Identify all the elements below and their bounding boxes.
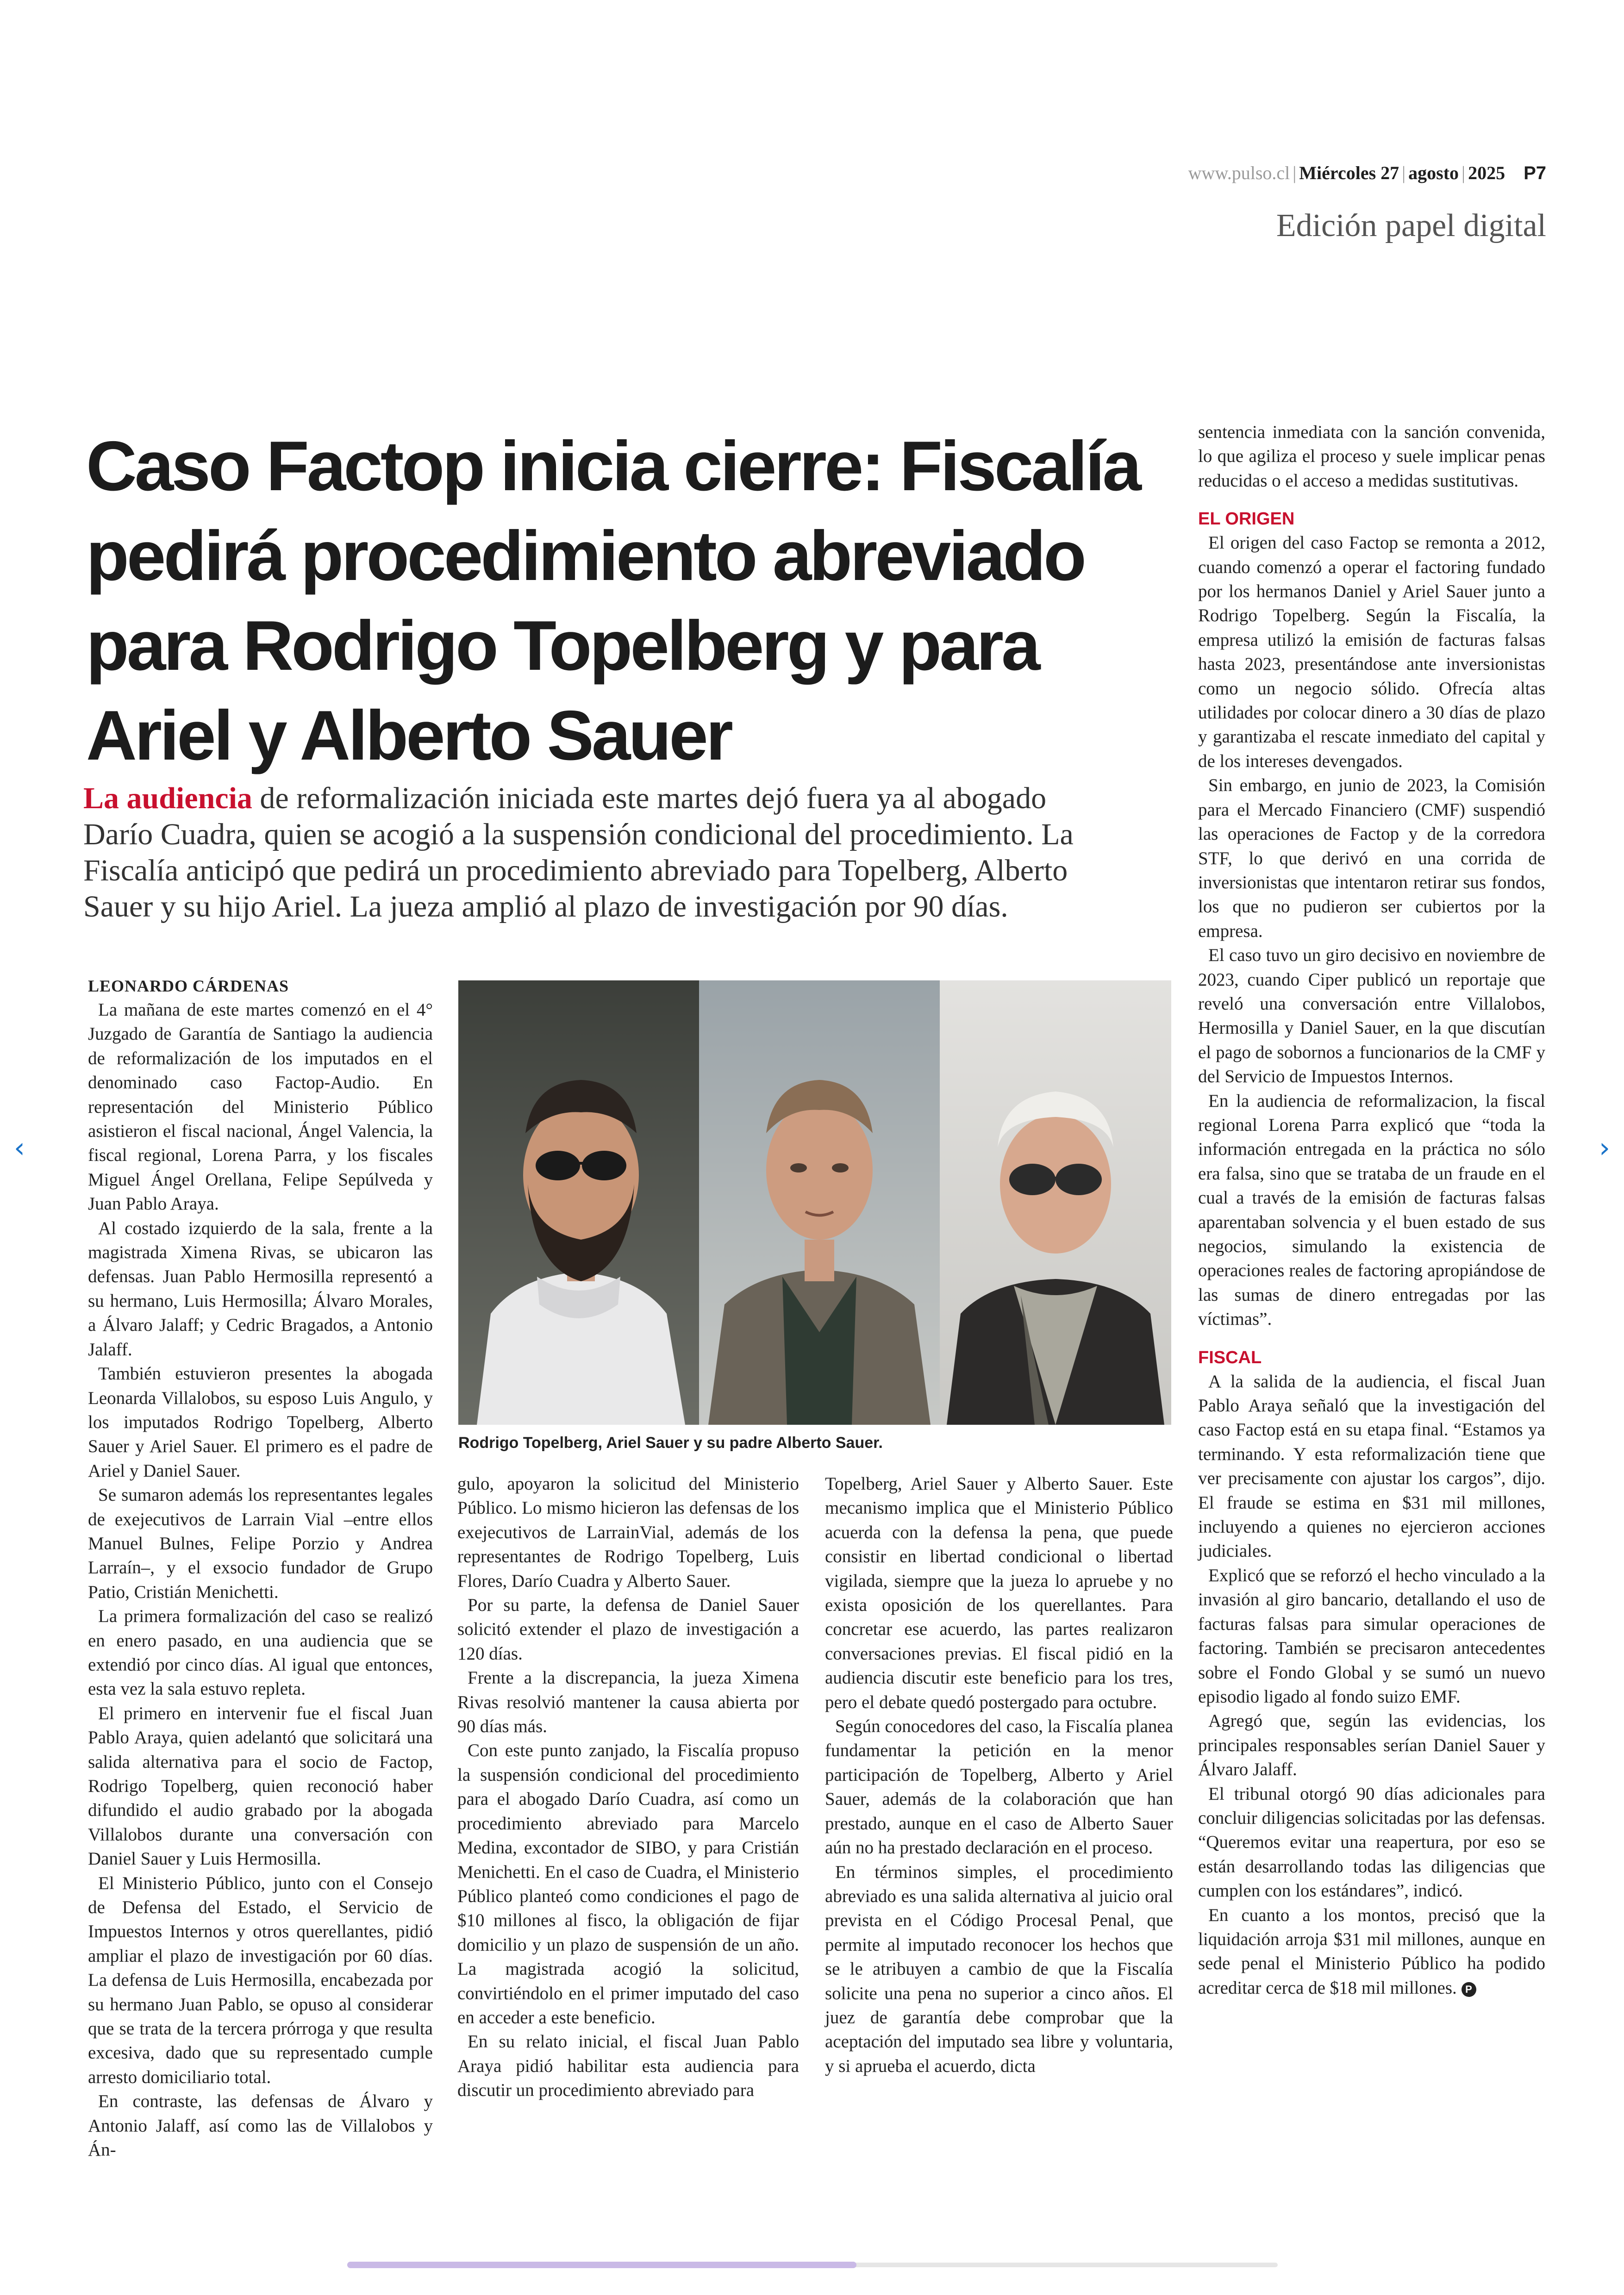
- paragraph: También estuvieron presentes la abogada Leonarda Villalobos, su esposo Luis Angulo, y los imputados Rodrigo Topelberg, Alberto Sauer y Ariel Sauer. El primero es el padre de Ariel y Daniel Sauer.: [88, 1364, 433, 1481]
- article-column-1: [88, 974, 433, 2163]
- paragraph: La mañana de este martes comenzó en el 4° Juzgado de Garantía de Santiago la audiencia de reformalización de los imputados en el denominado caso Factop-Audio. En representación del Ministerio Público asistieron el fiscal nacional, Ángel Valencia, la fiscal regional, Lorena Parra, y los fiscales Miguel Ángel Orellana, Felipe Sepúlveda y Juan Pablo Araya.: [88, 1000, 433, 1214]
- paragraph: El Ministerio Público, junto con el Consejo de Defensa del Estado, el Servicio de Impuestos Internos y otros querellantes, pidió ampliar el plazo de investigación por 60 días. La defensa de Luis Hermosilla, encabezada por su hermano Juan Pablo, se opuso al considerar que se trata de la tercera prórroga y que resulta excesiva, dado que su representado cumple arresto domiciliario total.: [88, 1873, 433, 2087]
- header-day: Miércoles 27: [1299, 162, 1399, 183]
- paragraph: La primera formalización del caso se realizó en enero pasado, en una audiencia que se extendió por cinco días. Al igual que entonces, esta vez la sala estuvo repleta.: [88, 1606, 433, 1699]
- header-year: 2025: [1468, 162, 1505, 183]
- paragraph: Por su parte, la defensa de Daniel Sauer solicitó extender el plazo de investigación a 120 días.: [457, 1595, 799, 1664]
- article-column-2: [457, 1472, 799, 2103]
- paragraph: Según conocedores del caso, la Fiscalía planea fundamentar la petición en la menor participación de Topelberg, Alberto y Ariel Sauer, además de la colaboración que han prestado, aunque en el caso de Alberto Sauer aún no ha prestado declaración en el proceso.: [825, 1716, 1173, 1858]
- header-month: agosto: [1408, 162, 1459, 183]
- article-column-3: [825, 1472, 1173, 2078]
- paragraph: El caso tuvo un giro decisivo en noviembre de 2023, cuando Ciper publicó un reportaje que reveló una conversación entre Villalobos, Hermosilla y Daniel Sauer, en la que discutían el pago de sobornos a funcionarios de la CMF y del Servicio de Impuestos Internos.: [1198, 945, 1545, 1087]
- page-number: P7: [1524, 163, 1546, 183]
- headline-line: pedirá procedimiento abreviado: [86, 517, 1084, 595]
- edition-label: Edición papel digital: [1276, 208, 1546, 243]
- section-heading-fiscal: FISCAL: [1198, 1347, 1262, 1367]
- next-page-button[interactable]: ›: [1599, 1132, 1610, 1164]
- paragraph: Agregó que, según las evidencias, los principales responsables serían Daniel Sauer y Álvaro Jalaff.: [1198, 1711, 1545, 1780]
- paragraph: El origen del caso Factop se remonta a 2012, cuando comenzó a operar el factoring fundado por los hermanos Daniel y Ariel Sauer junto a Rodrigo Topelberg. Según la Fiscalía, la empresa utilizó la emisión de facturas falsas hasta 2023, presentándose ante inversionistas como un negocio sólido. Ofrecía altas utilidades por colocar dinero a 30 días de plazo y garantizaba el rescate inmediato del capital y de los intereses devengados.: [1198, 533, 1545, 771]
- paragraph: Con este punto zanjado, la Fiscalía propuso la suspensión condicional del procedimiento para el abogado Darío Cuadra, así como un procedimiento abreviado para Marcelo Medina, excontador de SIBO, y para Cristián Menichetti. En el caso de Cuadra, el Ministerio Público planteó como condiciones el pago de $10 millones al fisco, la obligación de fijar domicilio y un plazo de suspensión de un año. La magistrada acogió la solicitud, convirtiéndolo en el primer imputado del caso en acceder a este beneficio.: [457, 1740, 799, 2027]
- paragraph: En cuanto a los montos, precisó que la liquidación arroja $31 mil millones, aunque en sede penal el Ministerio Público ha podido acreditar cerca de $18 mil millones. P: [1198, 1905, 1545, 1998]
- paragraph: Explicó que se reforzó el hecho vinculado a la invasión al giro bancario, detallando el uso de facturas falsas para simular operaciones de factoring. También se precisaron antecedentes sobre el Fondo Global y se sumó un nuevo episodio ligado al fondo suizo EMF.: [1198, 1565, 1545, 1707]
- paragraph: El tribunal otorgó 90 días adicionales para concluir diligencias solicitadas por las defensas. “Queremos evitar una reapertura, por eso se están desarrollando todas las diligencias que cumplen con los estándares”, indicó.: [1198, 1784, 1545, 1901]
- lead-paragraph: [83, 780, 1190, 925]
- paragraph: El primero en intervenir fue el fiscal Juan Pablo Araya, quien adelantó que solicitará una salida alternativa para el socio de Factop, Rodrigo Topelberg, quien reconoció haber difundido el audio grabado por la abogada Villalobos durante una conversación con Daniel Sauer y Luis Hermosilla.: [88, 1703, 433, 1869]
- headline: [86, 421, 1188, 780]
- paragraph: Al costado izquierdo de la sala, frente a la magistrada Ximena Rivas, se ubicaron las defensas. Juan Pablo Hermosilla representó a su hermano, Luis Hermosilla; Álvaro Morales, a Álvaro Jalaff; y Cedric Bragados, a Antonio Jalaff.: [88, 1218, 433, 1360]
- paragraph: Topelberg, Ariel Sauer y Alberto Sauer. Este mecanismo implica que el Ministerio Público acuerda con la defensa la pena, que puede consistir en libertad condicional o libertad vigilada, siempre que la jueza lo apruebe y no exista oposición de los querellantes. Para concretar ese acuerdo, las partes realizaron conversaciones previas. El fiscal pidió en la audiencia discutir este beneficio para los tres, pero el debate quedó postergado para octubre.: [825, 1474, 1173, 1712]
- portrait-ariel-sauer: [699, 980, 940, 1425]
- article-photo: [458, 980, 1171, 1425]
- photo-caption: Rodrigo Topelberg, Ariel Sauer y su padre Alberto Sauer.: [458, 1434, 883, 1452]
- lead-line: Darío Cuadra, quien se acogió a la suspensión condicional del procedimiento. La: [83, 817, 1074, 851]
- paragraph: Sin embargo, en junio de 2023, la Comisión para el Mercado Financiero (CMF) suspendió las operaciones de Factop y de la corredora STF, lo que derivó en una corrida de inversionistas que intentaron retirar sus fondos, los que no pudieron ser cubiertos por la empresa.: [1198, 775, 1545, 941]
- lead-line: Fiscalía anticipó que pedirá un procedimiento abreviado para Topelberg, Alberto: [83, 854, 1068, 887]
- headline-line: Ariel y Alberto Sauer: [86, 696, 731, 775]
- paragraph: Frente a la discrepancia, la jueza Ximena Rivas resolvió mantener la causa abierta por 90 días más.: [457, 1668, 799, 1737]
- lead-line: La audiencia de reformalización iniciada este martes dejó fuera ya al abogado: [83, 781, 1047, 815]
- headline-line: Caso Factop inicia cierre: Fiscalía: [86, 427, 1139, 505]
- portrait-topelberg: [458, 980, 699, 1425]
- lead-line: Sauer y su hijo Ariel. La jueza amplió al plazo de investigación por 90 días.: [83, 890, 1008, 923]
- site-url[interactable]: www.pulso.cl: [1188, 162, 1290, 183]
- end-mark-icon: P: [1462, 1982, 1476, 1997]
- previous-page-button[interactable]: ‹: [14, 1132, 25, 1164]
- headline-line: para Rodrigo Topelberg y para: [86, 606, 1038, 685]
- photo-illustration: [458, 980, 1171, 1425]
- paragraph: A la salida de la audiencia, el fiscal Juan Pablo Araya señaló que la investigación del caso Factop está en su etapa final. “Estamos ya terminando. Y esta reformalización tiene que ver precisamente con ajustar los cargos”, dijo. El fraude se estima en $31 mil millones, incluyendo a quienes no ejercieron acciones judiciales.: [1198, 1371, 1545, 1561]
- lead-highlight: La audiencia: [83, 781, 252, 815]
- paragraph: En su relato inicial, el fiscal Juan Pablo Araya pidió habilitar esta audiencia para discutir un procedimiento abreviado para: [457, 2032, 799, 2101]
- page-scrollbar-thumb[interactable]: [347, 2262, 856, 2268]
- page-header: www.pulso.cl | Miércoles 27 | agosto | 2025 P7: [1188, 162, 1546, 183]
- byline: LEONARDO CÁRDENAS: [88, 977, 289, 995]
- section-heading-origen: EL ORIGEN: [1198, 509, 1295, 529]
- article-column-4: [1198, 420, 1545, 2000]
- paragraph: En la audiencia de reformalizacion, la fiscal regional Lorena Parra explicó que “toda la información entregada en la práctica no sólo era falsa, sino que se trataba de un fraude en el cual a través de la emisión de facturas falsas aparentaban solvencia y el buen estado de sus negocios, simulando la existencia de operaciones reales de factoring apropiándose de las sumas de dinero entregadas por las víctimas”.: [1198, 1091, 1545, 1329]
- paragraph: Se sumaron además los representantes legales de exejecutivos de Larrain Vial –entre ellos Manuel Bulnes, Felipe Porzio y Andrea Larraín–, y el exsocio fundador de Grupo Patio, Cristián Menichetti.: [88, 1485, 433, 1602]
- paragraph: En términos simples, el procedimiento abreviado es una salida alternativa al juicio oral prevista en el Código Procesal Penal, que permite al imputado reconocer los hechos que se le atribuyen a cambio de que la Fiscalía solicite una pena no superior a cinco años. El juez de garantía debe comprobar que la aceptación del imputado sea libre y voluntaria, y si aprueba el acuerdo, dicta: [825, 1862, 1173, 2076]
- paragraph: sentencia inmediata con la sanción convenida, lo que agiliza el proceso y suele implicar penas reducidas o el acceso a medidas sustitutivas.: [1198, 422, 1545, 491]
- portrait-alberto-sauer: [940, 980, 1171, 1425]
- paragraph: gulo, apoyaron la solicitud del Ministerio Público. Lo mismo hicieron las defensas de los exejecutivos de LarrainVial, además de los representantes de Rodrigo Topelberg, Luis Flores, Darío Cuadra y Alberto Sauer.: [457, 1474, 799, 1591]
- paragraph: En contraste, las defensas de Álvaro y Antonio Jalaff, así como las de Villalobos y Án-: [88, 2091, 433, 2160]
